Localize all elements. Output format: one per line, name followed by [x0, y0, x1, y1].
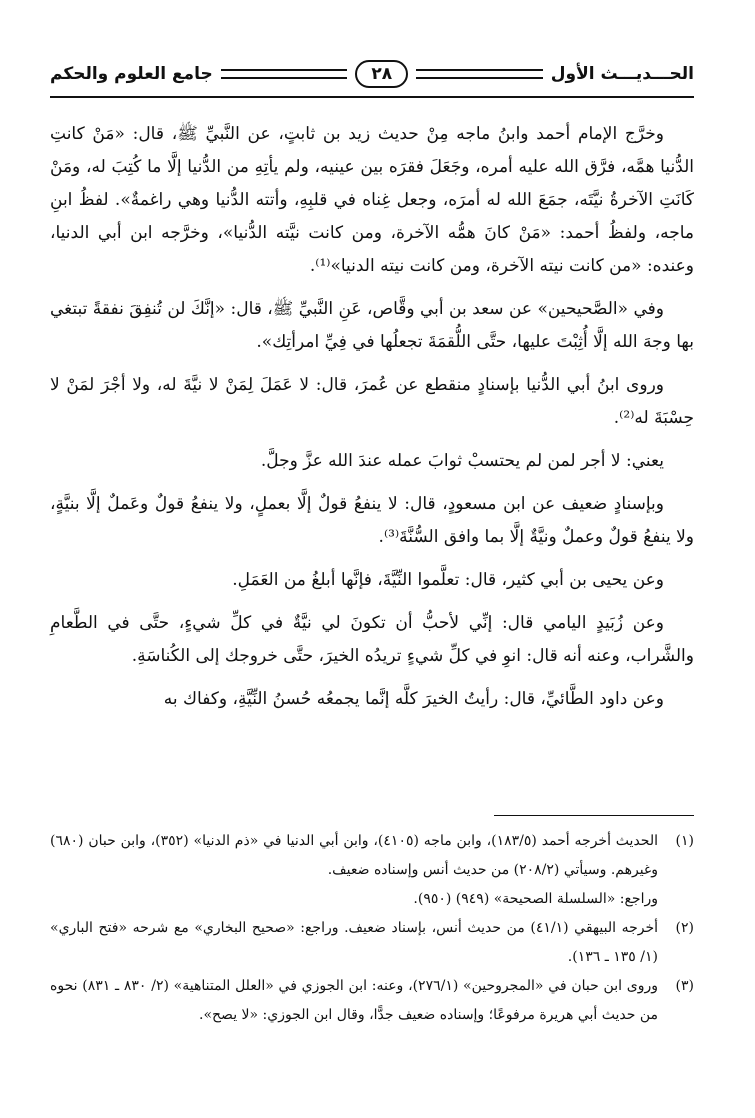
footnote-extra: وراجع: «السلسلة الصحيحة» (٩٤٩) (٩٥٠). [413, 891, 658, 907]
paragraph: وعن زُبَيدٍ اليامي قال: إنِّي لأحبُّ أن تكونَ لي نيَّةٌ في كلِّ شيءٍ، حتَّى في الطَّعامِ والشَّراب، وعنه أنه قال: انوِ في كلِّ شيءٍ تريدُه الخيرَ، حتَّى خروجك إلى الكُناسَةِ. [50, 613, 694, 666]
footnote-text: الحديث أخرجه أحمد (١٨٣/٥)، وابن ماجه (٤١٠٥)، وابن أبي الدنيا في «ذم الدنيا» (٣٥٢)، وابن حبان (٦٨٠) وغيرهم. وسيأتي (٢٠٨/٢) من حديث أنس وإسناده ضعيف. [50, 833, 658, 878]
paragraph: وخرَّج الإمام أحمد وابنُ ماجه مِنْ حديث زيد بن ثابتٍ، عن النَّبيِّ ﷺ، قال: «مَنْ كانتِ الدُّنيا همَّه، فرَّق الله عليه أمره، وجَعَلَ فقرَه بين عينيه، ولم يأتِهِ من الدُّنيا إلَّا ما كُتِبَ له، ومَنْ كَانَتِ الآخرةُ نيَّتَه، جمَعَ الله له أمرَه، وجعل غِناه في قلبِهِ، وأتته الدُّنيا وهي راغمةٌ». لفظُ ابنِ ماجه، ولفظُ أحمد: «مَنْ كانَ همُّه الآخرة، ومن كانت نيَّته الدُّنيا»، وخرَّجه ابن أبي الدنيا، وعنده: «من كانت نيته الآخرة، ومن كانت نيته الدنيا»⁽¹⁾. [50, 124, 694, 276]
paragraph: يعني: لا أجر لمن لم يحتسبْ ثوابَ عمله عندَ الله عزَّ وجلَّ. [260, 451, 664, 471]
footnote [50, 914, 694, 972]
page-number: ٢٨ [355, 60, 408, 88]
paragraph: وبإسنادٍ ضعيف عن ابن مسعودٍ، قال: لا ينفعُ قولٌ إلَّا بعملٍ، ولا ينفعُ قولٌ وعَملٌ إلَّا بنيَّةٍ، ولا ينفعُ قولٌ وعملٌ ونيَّةٌ إلَّا بما وافق السُّنَّةَ⁽³⁾. [50, 494, 694, 547]
footnote [50, 972, 694, 1030]
main-text [50, 118, 694, 726]
paragraph: وعن يحيى بن أبي كثير، قال: تعلَّموا النِّيَّةَ، فإنَّها أبلغُ من العَمَلِ. [232, 570, 664, 590]
paragraph: وروى ابنُ أبي الدُّنيا بإسنادٍ منقطع عن عُمرَ، قال: لا عَمَلَ لِمَنْ لا نيَّةَ له، ولا أجْرَ لمَنْ لا حِسْبَةَ له⁽²⁾. [50, 375, 694, 428]
footnote [50, 827, 694, 914]
header-rule-right [416, 69, 543, 79]
paragraph: وعن داود الطَّائيِّ، قال: رأيتُ الخيرَ كلَّه إنَّما يجمعُه حُسنُ النِّيَّةِ، وكفاك به [163, 689, 664, 709]
chapter-title: الحـــديـــث الأول [550, 64, 694, 84]
footnote-text: أخرجه البيهقي (٤١/١) من حديث أنس، بإسناد ضعيف. وراجع: «صحيح البخاري» مع شرحه «فتح الباري» (١/ ١٣٥ ـ ١٣٦). [50, 920, 658, 965]
footnote-number: (٣) [675, 978, 694, 994]
footnote-separator [494, 815, 694, 816]
footnote-number: (١) [675, 833, 694, 849]
header-underline [50, 96, 694, 98]
book-title: جامع العلوم والحكم [50, 64, 213, 84]
footnote-text: وروى ابن حبان في «المجروحين» (٢٧٦/١)، وعنه: ابن الجوزي في «العلل المتناهية» (٢/ ٨٣٠ ـ ٨٣١) نحوه من حديث أبي هريرة مرفوعًا؛ وإسناده ضعيف جدًّا، وقال ابن الجوزي: «لا يصح». [50, 978, 658, 1023]
running-header [50, 52, 694, 96]
header-rule-left [221, 69, 348, 79]
paragraph: وفي «الصَّحيحين» عن سعد بن أبي وقَّاص، عَنِ النَّبيِّ ﷺ، قال: «إنَّكَ لن تُنفِقَ نفقةً تبتغي بها وجهَ الله إلَّا أُثِبْتَ عليها، حتَّى اللُّقمَةَ تجعلُها في فِيِّ امرأتِك». [50, 299, 694, 352]
footnotes [50, 827, 694, 1030]
footnote-number: (٢) [675, 920, 694, 936]
